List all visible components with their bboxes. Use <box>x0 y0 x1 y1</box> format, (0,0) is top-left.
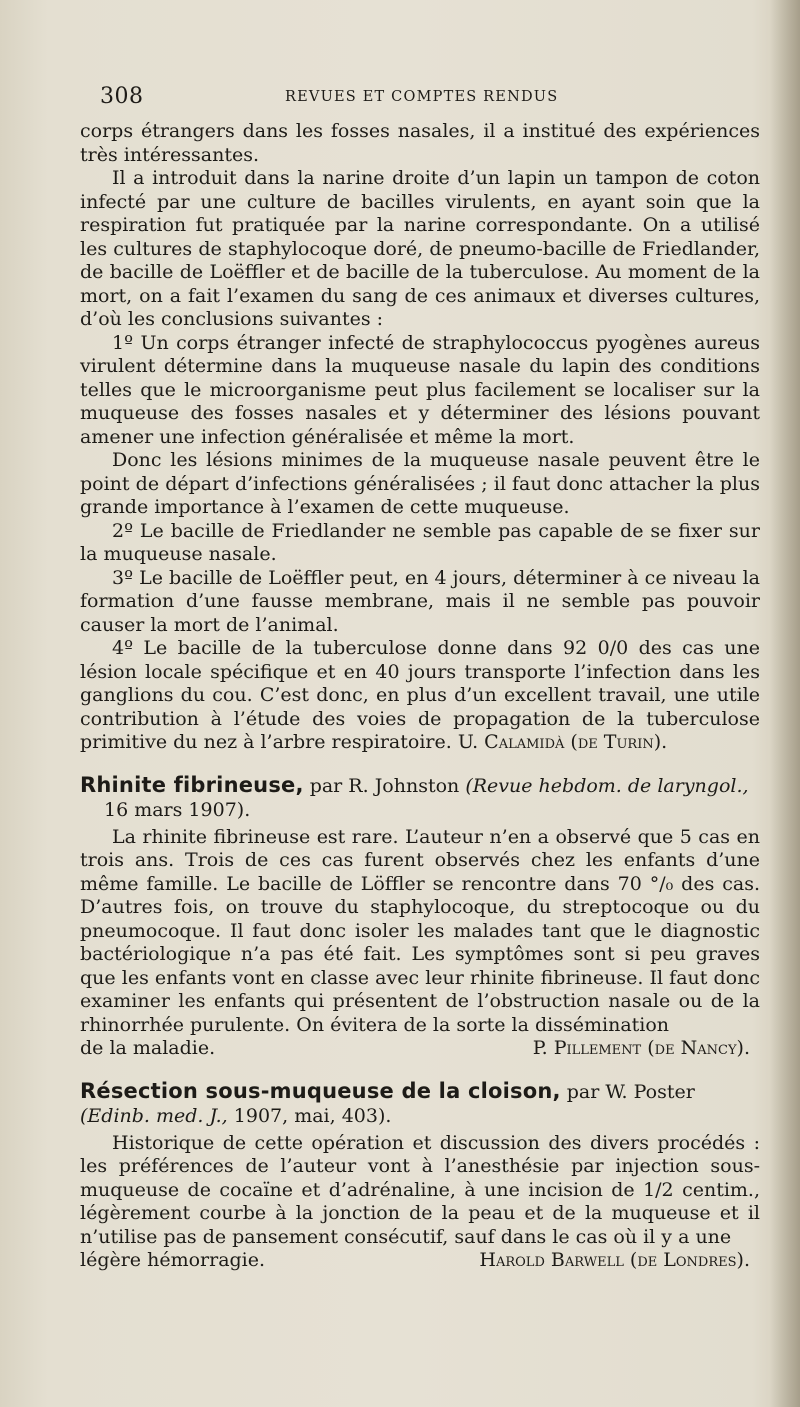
paragraph-conclusion-2: 2º Le bacille de Friedlander ne semble pas capable de se fixer sur la muqueuse nasale. <box>80 519 760 565</box>
page-edge-shadow <box>770 0 800 1407</box>
paragraph-consequence: Donc les lésions minimes de la muqueuse nasale peuvent être le point de départ d’infections généralisées ; il faut donc attacher la plus grande importance à l’examen de cette muqueuse. <box>80 449 760 518</box>
article-date-rhinite: 16 mars 1907). <box>104 798 251 821</box>
page-header <box>80 80 760 116</box>
author-signature-barwell: Harold Barwell (de Londres). <box>479 1249 750 1271</box>
paragraph-continued: corps étrangers dans les fosses nasales, il a institué des expériences très intéressantes. <box>80 120 760 166</box>
signature-line-rhinite <box>80 1037 760 1061</box>
article-byline-resection: par W. Poster <box>560 1080 695 1103</box>
article-body-rhinite: La rhinite fibrineuse est rare. L’auteur n’en a observé que 5 cas en trois ans. Trois de ces cas furent observés chez les enfants d’une même famille. Le bacille de Löffler se rencontre dans 70 °/₀ des cas. D’autres fois, on trouve du staphylocoque, du streptocoque ou du pneumocoque. Il faut donc isoler les malades tant que le diagnostic bactériologique n’a pas été fait. Les symptômes sont si peu graves que les enfants vont en classe avec leur rhinite fibrineuse. Il faut donc examiner les enfants qui présentent de l’obstruction nasale ou de la rhinorrhée purulente. On évitera de la sorte la dissémination <box>80 825 760 1036</box>
article-title-resection: Résection sous-muqueuse de la cloison, <box>80 1078 561 1103</box>
article-body-rhinite-end: de la maladie. <box>80 1037 216 1059</box>
article-title-rhinite: Rhinite fibrineuse, <box>80 772 304 797</box>
conclusion-4-text: 4º Le bacille de la tuberculose donne dans 92 0/0 des cas une lésion locale spécifique et en 40 jours transporte l’infection dans les ganglions du cou. C’est donc, en plus d’un excellent travail, une utile contribution à l’étude des voies de propagation de la tuberculose primitive du nez à l’arbre respiratoire. <box>80 637 760 753</box>
article-heading-resection <box>80 1079 760 1128</box>
article-body-resection-end: légère hémorragie. <box>80 1249 266 1271</box>
page-number: 308 <box>100 84 144 109</box>
article-heading-rhinite <box>80 773 760 822</box>
author-signature-pillement: P. Pillement (de Nancy). <box>532 1037 750 1059</box>
author-signature-calamida: U. Calamidà (de Turin). <box>457 731 668 753</box>
text-block <box>80 80 760 1273</box>
paragraph-conclusion-3: 3º Le bacille de Loëffler peut, en 4 jours, déterminer à ce niveau la formation d’une fausse membrane, mais il ne semble pas pouvoir causer la mort de l’animal. <box>80 566 760 636</box>
signature-line-resection <box>80 1249 760 1273</box>
paragraph-conclusion-1: 1º Un corps étranger infecté de straphylococcus pyogènes aureus virulent détermine dans la muqueuse nasale du lapin des conditions telles que le microorganisme peut plus facilement se localiser sur la muqueuse des fosses nasales et y déterminer des lésions pouvant amener une infection généralisée et même la mort. <box>80 331 760 448</box>
running-head: REVUES ET COMPTES RENDUS <box>285 89 559 105</box>
article-byline-rhinite: par R. Johnston <box>303 774 466 797</box>
article-date-resection: 1907, mai, 403). <box>227 1104 392 1127</box>
paragraph-conclusion-4 <box>80 637 760 755</box>
article-source-resection: (Edinb. med. J., <box>80 1104 228 1127</box>
paragraph-experiment: Il a introduit dans la narine droite d’un lapin un tampon de coton infecté par une culture de bacilles virulents, en ayant soin que la respiration fut pratiquée par la narine correspondante. On a utilisé les cultures de staphylocoque doré, de pneumo-bacille de Friedlander, de bacille de Loëffler et de bacille de la tuberculose. Au moment de la mort, on a fait l’examen du sang de ces animaux et diverses cultures, d’où les conclusions suivantes : <box>80 167 760 330</box>
article-body-resection: Historique de cette opération et discussion des divers procédés : les préférences de l’auteur vont à l’anesthésie par injection sous-muqueuse de cocaïne et d’adrénaline, à une incision de 1/2 centim., légèrement courbe à la jonction de la peau et de la muqueuse et il n’utilise pas de pansement consécutif, sauf dans le cas où il y a une <box>80 1131 760 1248</box>
article-source-rhinite: (Revue hebdom. de laryngol., <box>465 774 749 797</box>
